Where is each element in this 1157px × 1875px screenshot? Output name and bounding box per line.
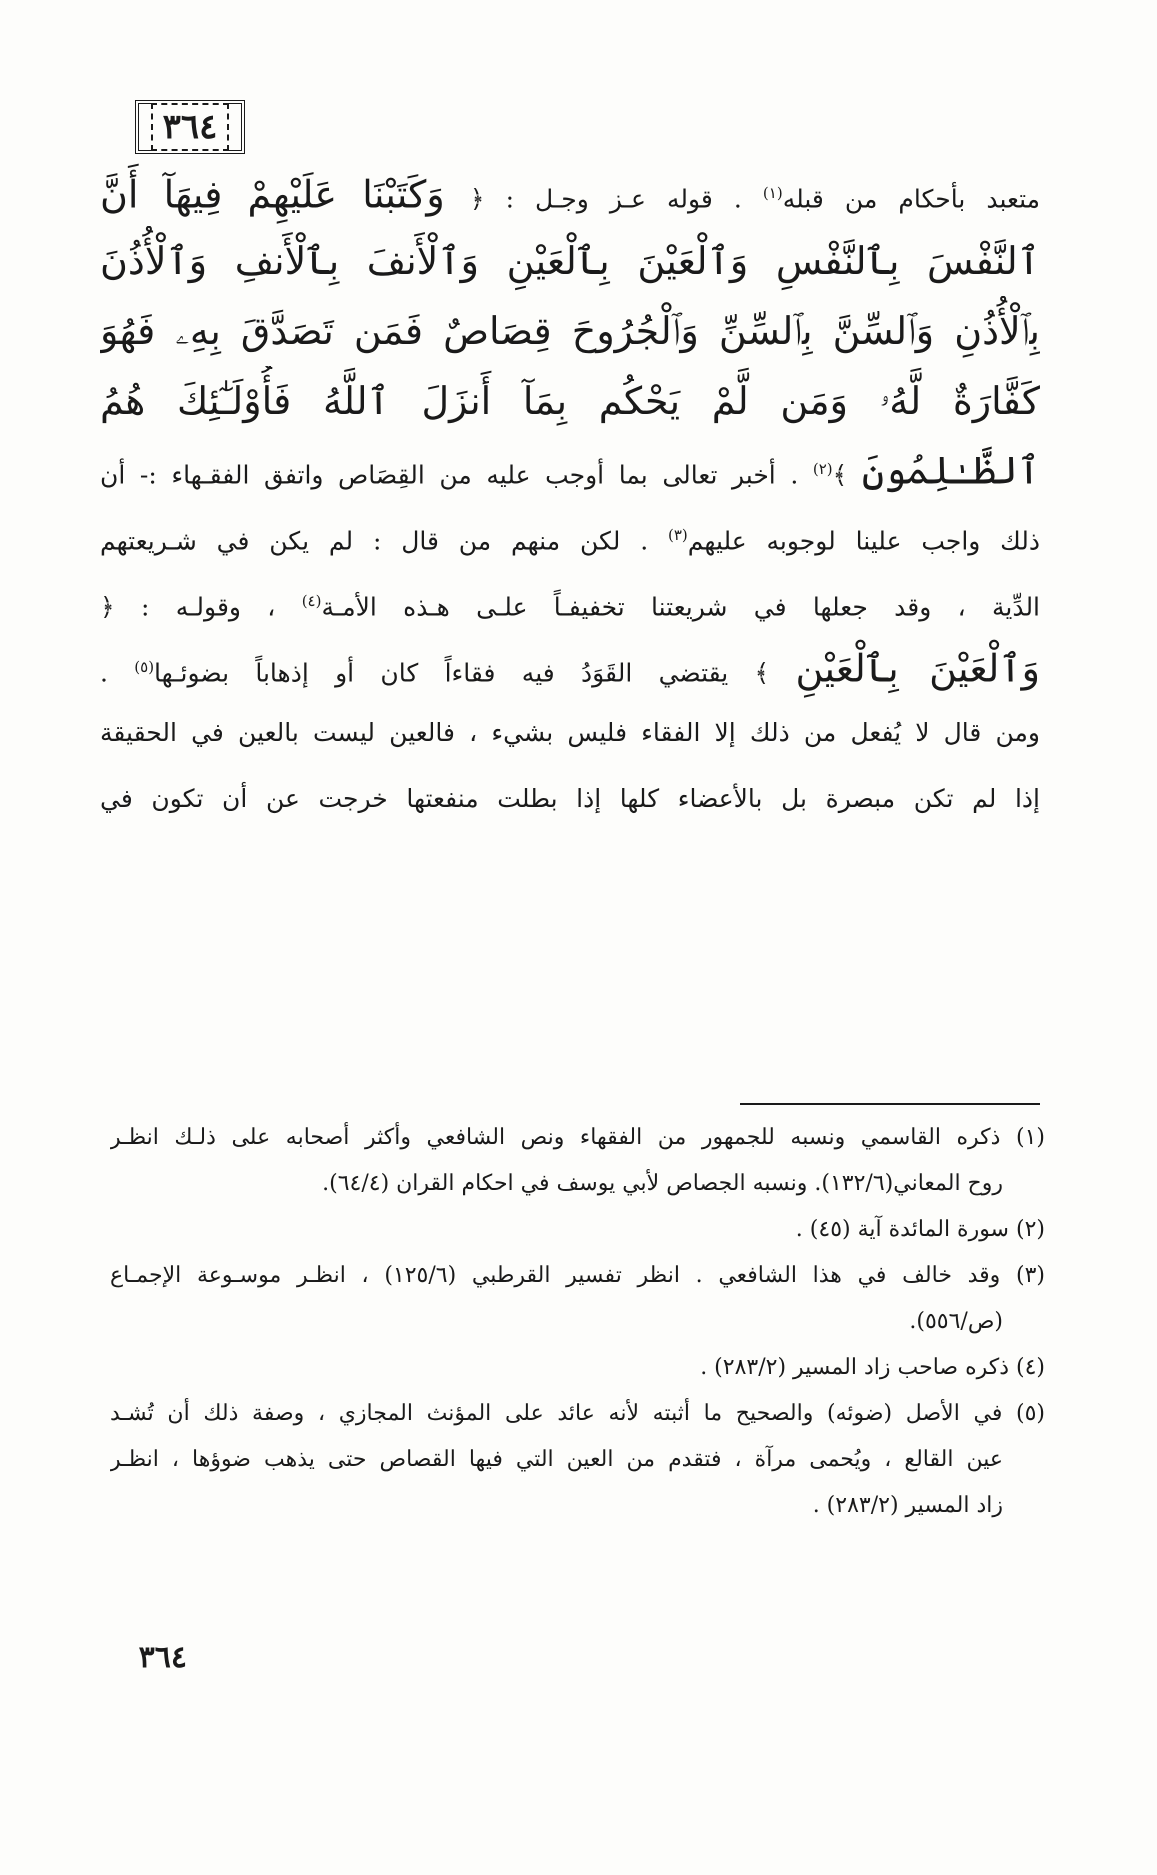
text-run: . قوله عـز وجـل : ﴿ <box>469 184 763 214</box>
footnote: (٥) في الأصل (ضوئه) والصحيح ما أثبته لأنه عائد على المؤنث المجازي ، وصفة ذلك أن تُشـد <box>110 1401 1045 1426</box>
text-run: . لكن منهم من قال : لم يكن في شـريعتهم <box>100 526 668 556</box>
footnote: (٣) وقد خالف في هذا الشافعي . انظر تفسير القرطبي (١٢٥/٦) ، انظـر موسـوعة الإجمـاع <box>110 1263 1045 1288</box>
footnote-separator <box>740 1103 1040 1105</box>
quran-verse: ٱلظَّـٰلِمُونَ <box>861 448 1040 493</box>
text-run: ﴾ <box>832 460 862 490</box>
text-run: ﴾ يقتضي القَوَدُ فيه فقاءاً كان أو إذهاباً بضوئـها <box>154 658 796 688</box>
footnote-marker[interactable]: (٢) <box>812 460 833 478</box>
footnote: (٤) ذكره صاحب زاد المسير (٢٨٣/٢) . <box>700 1355 1045 1380</box>
footnotes <box>110 1115 1045 1529</box>
footnote-continuation: روح المعاني(١٣٢/٦). ونسبه الجصاص لأبي يوسف في احكام القران (٦٤/٤). <box>322 1171 1003 1196</box>
header-page-number: ٣٦٤ <box>151 103 230 151</box>
quran-line: بِٱلْأُذُنِ وَٱلسِّنَّ بِٱلسِّنِّ وَٱلْجُرُوحَ قِصَاصٌ فَمَن تَصَدَّقَ بِهِۦ فَهُوَ <box>100 309 1040 353</box>
footnote: (٢) سورة المائدة آية (٤٥) . <box>795 1217 1045 1242</box>
quran-verse: وَٱلْعَيْنَ بِٱلْعَيْنِ <box>795 646 1040 691</box>
footer-page-number: ٣٦٤ <box>138 1640 187 1675</box>
footnote-continuation: زاد المسير (٢٨٣/٢) . <box>812 1493 1003 1518</box>
quran-line: كَفَّارَةٌ لَّهُۥ وَمَن لَّمْ يَحْكُم بِمَآ أَنزَلَ ٱللَّهُ فَأُوْلَـٰٓئِكَ هُمُ <box>100 379 1040 423</box>
text-line <box>100 160 1040 226</box>
text-line: ومن قال لا يُفعل من ذلك إلا الفقاء فليس بشيء ، فالعين ليست بالعين في الحقيقة <box>100 718 1040 747</box>
footnote: (١) ذكره القاسمي ونسبه للجمهور من الفقهاء ونص الشافعي وأكثر أصحابه على ذلـك انظـر <box>110 1125 1045 1150</box>
footnote-marker[interactable]: (٥) <box>134 658 155 676</box>
footnote-marker[interactable]: (١) <box>762 184 783 202</box>
footnote-marker[interactable]: (٣) <box>668 526 688 544</box>
text-line: إذا لم تكن مبصرة بل بالأعضاء كلها إذا بطلت منفعتها خرجت عن أن تكون في <box>100 784 1040 813</box>
text-line <box>100 634 1040 700</box>
quran-verse: وَكَتَبْنَا عَلَيْهِمْ فِيهَآ أَنَّ <box>100 172 470 217</box>
text-run: ، وقولـه : ﴿ <box>100 592 302 622</box>
text-run: . أخبر تعالى بما أوجب عليه من القِصَاص واتفق الفقـهاء :- أن <box>100 460 813 490</box>
footnote-continuation: (ص/٥٥٦). <box>909 1309 1003 1334</box>
footnote-marker[interactable]: (٤) <box>301 592 322 610</box>
text-line <box>100 502 1040 568</box>
text-run: . <box>100 658 135 688</box>
page-number-frame <box>135 100 245 154</box>
quran-line: ٱلنَّفْسَ بِٱلنَّفْسِ وَٱلْعَيْنَ بِٱلْعَيْنِ وَٱلْأَنفَ بِٱلْأَنفِ وَٱلْأُذُنَ <box>100 239 1040 283</box>
text-line <box>100 436 1040 502</box>
text-line <box>100 568 1040 634</box>
text-run: متعبد بأحكام من قبله <box>782 184 1040 214</box>
text-run: الدِّية ، وقد جعلها في شريعتنا تخفيفـاً علـى هـذه الأمـة <box>321 592 1040 622</box>
footnote-continuation: عين القالع ، ويُحمى مرآة ، فتقدم من العين التي فيها القصاص حتى يذهب ضوؤها ، انظـر <box>110 1447 1003 1472</box>
text-run: ذلك واجب علينا لوجوبه عليهم <box>687 526 1040 556</box>
main-text <box>100 160 1040 832</box>
